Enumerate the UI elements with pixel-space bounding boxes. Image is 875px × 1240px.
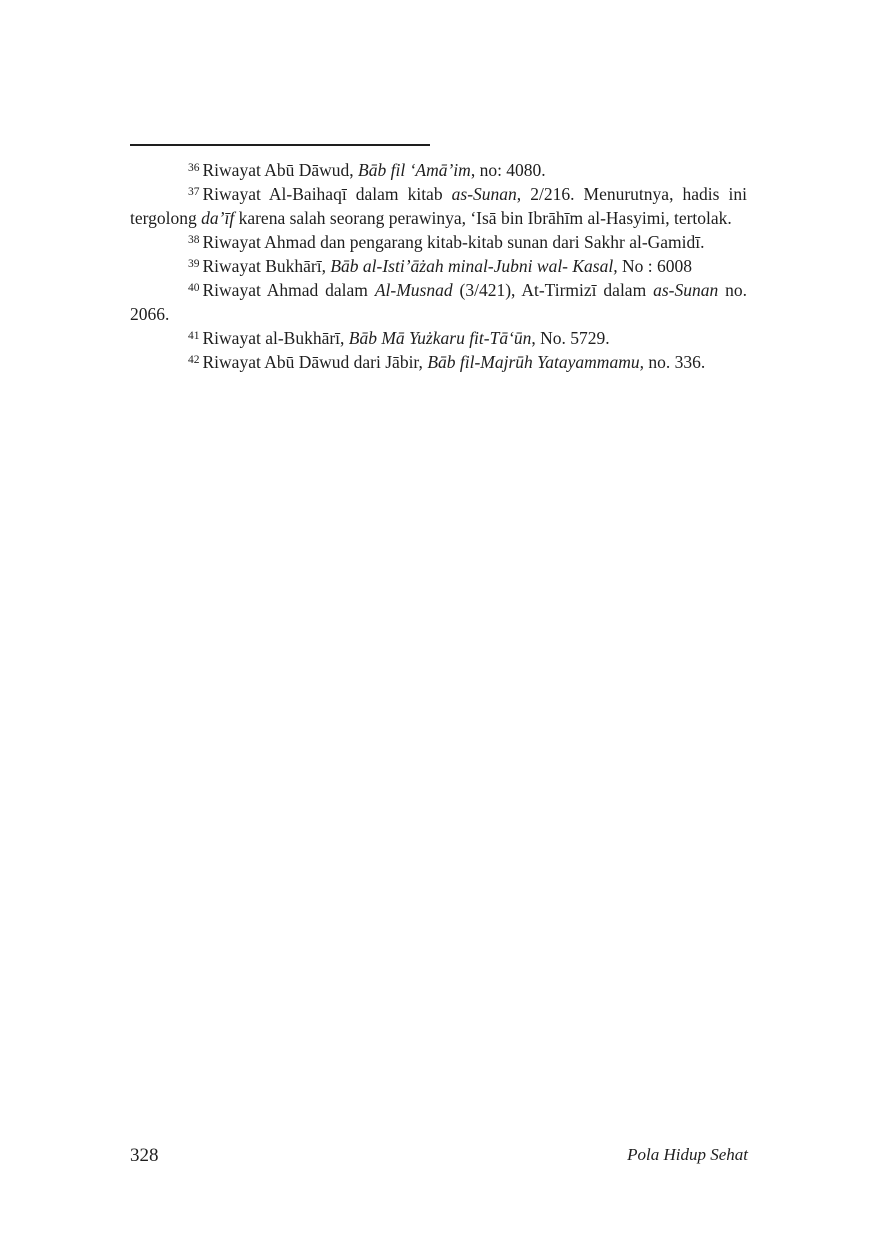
footnote-number: 40: [188, 281, 200, 294]
footnote-text: Riwayat Abū Dāwud,: [202, 160, 359, 180]
running-title: Pola Hidup Sehat: [627, 1145, 748, 1164]
footnote-38: [130, 230, 747, 254]
footnote-39: [130, 254, 747, 278]
footnote-number: 38: [188, 233, 200, 246]
footnote-text: Riwayat al-Bukhārī,: [202, 328, 349, 348]
footnote-title-text: da’īf: [201, 208, 235, 228]
footnote-title-text: Bāb al-Isti’āżah minal-Jubni wal- Kasal,: [330, 256, 618, 276]
footnote-text: , 2/216. Menurutnya, hadis ini tergolong: [130, 184, 747, 228]
footnote-separator-rule: [130, 144, 430, 146]
footnote-title-text: as-Sunan: [653, 280, 719, 300]
footnote-text: Riwayat Ahmad dan pengarang kitab-kitab sunan dari Sakhr al-Gamidī.: [202, 232, 705, 252]
page-number: 328: [130, 1145, 159, 1166]
footnote-title-text: Al-Musnad: [374, 280, 453, 300]
footnote-text: Riwayat Abū Dāwud dari Jābir,: [202, 352, 428, 372]
footnote-number: 36: [188, 161, 200, 174]
footnote-text: no. 2066.: [130, 280, 747, 324]
footnote-text: , No. 5729.: [531, 328, 610, 348]
footnote-number: 42: [188, 353, 200, 366]
footnote-text: Riwayat Al-Baihaqī dalam kitab: [202, 184, 452, 204]
footnote-number: 37: [188, 185, 200, 198]
footnote-text: Riwayat Bukhārī,: [202, 256, 331, 276]
footnote-title-text: Bāb fil-Majrūh Yatayammamu,: [427, 352, 644, 372]
footnote-text: , no: 4080.: [470, 160, 546, 180]
footnote-36: [130, 158, 747, 182]
footnote-text: karena salah seorang perawinya, ‘Isā bin Ibrāhīm al-Hasyimi, tertolak.: [234, 208, 732, 228]
footnote-37: [130, 182, 747, 230]
footnote-40: [130, 278, 747, 326]
footnote-number: 39: [188, 257, 200, 270]
footnote-title-text: as-Sunan: [451, 184, 517, 204]
footnote-title-text: Bāb fil ‘Amā’im: [358, 160, 471, 180]
footnote-41: [130, 326, 747, 350]
footnote-number: 41: [188, 329, 200, 342]
footnote-title-text: Bāb Mā Yużkaru fit-Tā‘ūn: [348, 328, 532, 348]
footnote-text: no. 336.: [643, 352, 706, 372]
footnote-text: No : 6008: [617, 256, 692, 276]
footnote-text: Riwayat Ahmad dalam: [202, 280, 375, 300]
footnote-text: (3/421), At-Tirmizī dalam: [452, 280, 654, 300]
footnotes-section: [130, 158, 747, 374]
footnote-42: [130, 350, 747, 374]
